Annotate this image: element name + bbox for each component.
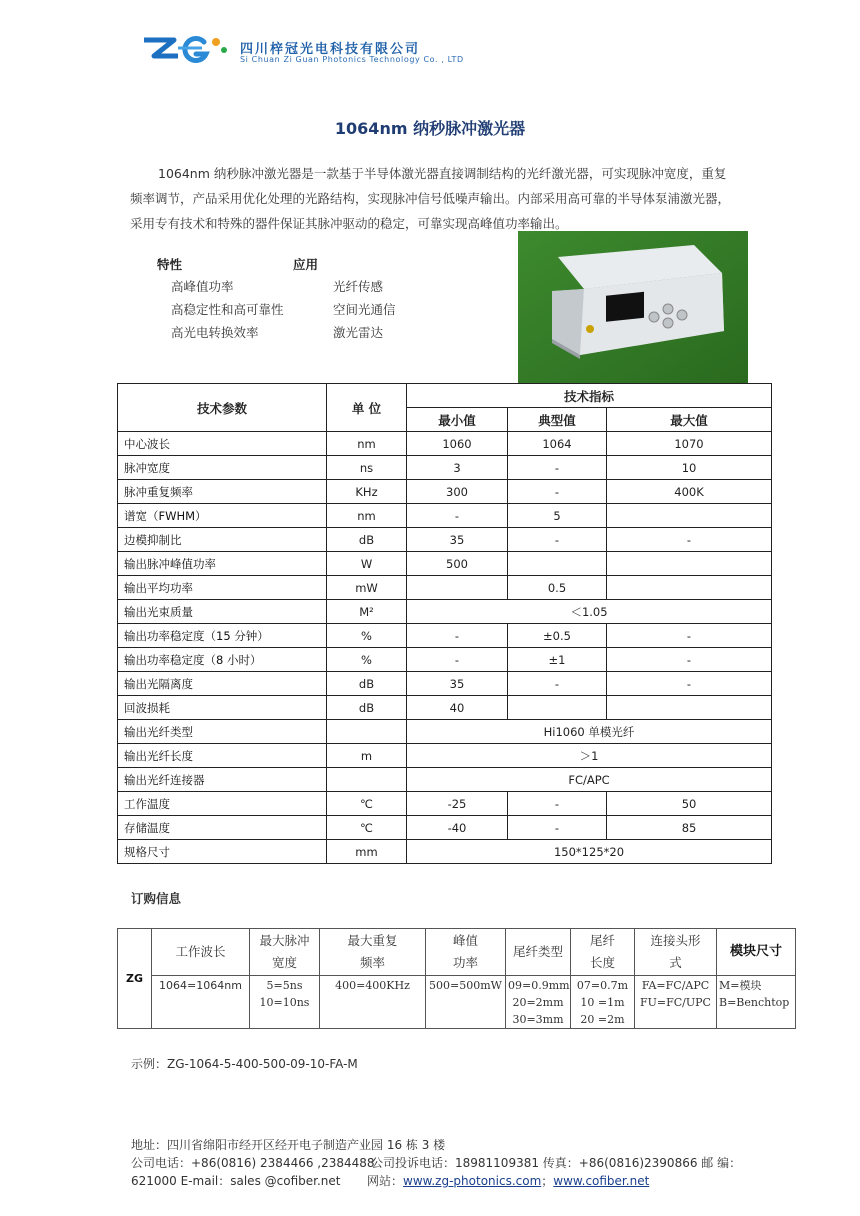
param-unit: W <box>327 552 407 576</box>
param-name: 输出光束质量 <box>118 600 327 624</box>
table-row <box>118 456 772 480</box>
applications-heading: 应用 <box>293 257 319 272</box>
order-value: 09=0.9mm 20=2mm 30=3mm <box>506 976 571 1029</box>
order-title: 订购信息 <box>131 891 182 906</box>
param-typ: - <box>508 528 607 552</box>
header-param: 技术参数 <box>118 384 327 432</box>
features-heading: 特性 <box>157 257 183 272</box>
table-row <box>118 504 772 528</box>
footer-website <box>367 1172 649 1189</box>
param-value: ＜1.05 <box>407 600 772 624</box>
footer-address: 地址：四川省绵阳市经开区经开电子制造产业园 16 栋 3 楼 <box>131 1138 446 1152</box>
header-unit: 单 位 <box>327 384 407 432</box>
param-name: 谱宽（FWHM） <box>118 504 327 528</box>
table-row <box>118 672 772 696</box>
param-typ: ±1 <box>508 648 607 672</box>
param-min: 300 <box>407 480 508 504</box>
order-header: 工作波长 <box>152 929 250 976</box>
param-max: 85 <box>607 816 772 840</box>
product-photo <box>518 231 748 383</box>
company-logo <box>140 34 232 64</box>
feature-item: 高峰值功率 <box>171 279 234 294</box>
table-row <box>118 480 772 504</box>
application-item: 激光雷达 <box>333 325 384 340</box>
table-row <box>118 648 772 672</box>
header-typ: 典型值 <box>508 408 607 432</box>
param-value: 150*125*20 <box>407 840 772 864</box>
param-unit <box>327 720 407 744</box>
page-title: 1064nm 纳秒脉冲激光器 <box>334 119 526 138</box>
param-unit: KHz <box>327 480 407 504</box>
order-header: 最大重复 频率 <box>320 929 426 976</box>
param-unit: ℃ <box>327 816 407 840</box>
param-unit: nm <box>327 432 407 456</box>
param-name: 输出光纤长度 <box>118 744 327 768</box>
param-min: 3 <box>407 456 508 480</box>
table-row <box>118 432 772 456</box>
company-name-cn: 四川梓冠光电科技有限公司 <box>240 42 421 57</box>
table-row <box>118 696 772 720</box>
param-typ: 0.5 <box>508 576 607 600</box>
param-name: 输出光纤类型 <box>118 720 327 744</box>
order-value: FA=FC/APC FU=FC/UPC <box>635 976 717 1029</box>
company-name-en: Si Chuan Zi Guan Photonics Technology Co. , LTD <box>240 55 464 64</box>
intro-paragraph: 1064nm 纳秒脉冲激光器是一款基于半导体激光器直接调制结构的光纤激光器，可实现脉冲宽度，重复频率调节，产品采用优化处理的光路结构，实现脉冲信号低噪声输出。内部采用高可靠的半导体泵浦激光器，采用专有技术和特殊的器件保证其脉冲驱动的稳定，可靠实现高峰值功率输出。 <box>130 166 731 231</box>
order-value: 1064=1064nm <box>152 976 250 1029</box>
param-name: 输出光隔离度 <box>118 672 327 696</box>
footer-phone: 公司电话：+86(0816) 2384466 ,2384488 <box>131 1156 375 1170</box>
param-unit: dB <box>327 528 407 552</box>
param-name: 脉冲重复频率 <box>118 480 327 504</box>
param-max: 10 <box>607 456 772 480</box>
order-value: 5=5ns 10=10ns <box>250 976 320 1029</box>
order-value: 500=500mW <box>426 976 506 1029</box>
param-name: 中心波长 <box>118 432 327 456</box>
order-value: M=模块 B=Benchtop <box>717 976 796 1029</box>
param-value: Hi1060 单模光纤 <box>407 720 772 744</box>
param-max <box>607 696 772 720</box>
footer-complaint: 公司投诉电话：18981109381 传真：+86(0816)2390866 邮 编： <box>371 1156 742 1170</box>
order-header: 连接头形 式 <box>635 929 717 976</box>
param-typ: - <box>508 792 607 816</box>
header-max: 最大值 <box>607 408 772 432</box>
param-min <box>407 576 508 600</box>
param-max: 50 <box>607 792 772 816</box>
param-max <box>607 504 772 528</box>
param-unit: mm <box>327 840 407 864</box>
param-unit: m <box>327 744 407 768</box>
param-min: - <box>407 648 508 672</box>
param-typ <box>508 696 607 720</box>
param-typ <box>508 552 607 576</box>
param-unit <box>327 768 407 792</box>
application-item: 空间光通信 <box>333 302 396 317</box>
order-value: 07=0.7m 10 =1m 20 =2m <box>571 976 635 1029</box>
param-max: - <box>607 624 772 648</box>
param-max <box>607 552 772 576</box>
param-unit: ns <box>327 456 407 480</box>
param-min: 40 <box>407 696 508 720</box>
param-value: FC/APC <box>407 768 772 792</box>
table-row <box>118 816 772 840</box>
param-unit: M² <box>327 600 407 624</box>
param-name: 输出功率稳定度（15 分钟） <box>118 624 327 648</box>
header-spec: 技术指标 <box>407 384 772 408</box>
application-item: 光纤传感 <box>333 279 384 294</box>
param-value: ＞1 <box>407 744 772 768</box>
param-min: -40 <box>407 816 508 840</box>
param-typ: 1064 <box>508 432 607 456</box>
param-typ: - <box>508 672 607 696</box>
param-max: - <box>607 528 772 552</box>
param-unit: nm <box>327 504 407 528</box>
param-max: 400K <box>607 480 772 504</box>
param-name: 回波损耗 <box>118 696 327 720</box>
footer-email: 621000 E-mail：sales @cofiber.net <box>131 1174 341 1188</box>
header-min: 最小值 <box>407 408 508 432</box>
param-name: 规格尺寸 <box>118 840 327 864</box>
table-row <box>118 552 772 576</box>
param-name: 输出光纤连接器 <box>118 768 327 792</box>
table-row <box>118 840 772 864</box>
param-name: 输出平均功率 <box>118 576 327 600</box>
param-unit: % <box>327 624 407 648</box>
param-min: 1060 <box>407 432 508 456</box>
param-unit: dB <box>327 672 407 696</box>
param-typ: - <box>508 480 607 504</box>
website-link-1[interactable]: www.zg-photonics.com <box>403 1174 542 1188</box>
website-link-2[interactable]: www.cofiber.net <box>553 1174 650 1188</box>
order-example: 示例：ZG-1064-5-400-500-09-10-FA-M <box>131 1057 358 1071</box>
param-typ: ±0.5 <box>508 624 607 648</box>
table-row <box>118 624 772 648</box>
param-min: -25 <box>407 792 508 816</box>
param-name: 边模抑制比 <box>118 528 327 552</box>
param-max: - <box>607 648 772 672</box>
table-row <box>118 768 772 792</box>
table-row <box>118 600 772 624</box>
feature-item: 高稳定性和高可靠性 <box>171 302 284 317</box>
website-separator: ； <box>541 1174 554 1188</box>
param-unit: ℃ <box>327 792 407 816</box>
order-prefix: ZG <box>118 929 152 1029</box>
param-typ: - <box>508 456 607 480</box>
table-row <box>118 744 772 768</box>
param-min: 500 <box>407 552 508 576</box>
table-row <box>118 576 772 600</box>
param-name: 存储温度 <box>118 816 327 840</box>
param-name: 脉冲宽度 <box>118 456 327 480</box>
param-min: 35 <box>407 528 508 552</box>
param-name: 工作温度 <box>118 792 327 816</box>
order-header: 峰值 功率 <box>426 929 506 976</box>
order-table <box>117 928 796 1029</box>
param-unit: % <box>327 648 407 672</box>
param-min: - <box>407 504 508 528</box>
spec-table <box>117 383 772 864</box>
order-header: 模块尺寸 <box>717 929 796 976</box>
feature-item: 高光电转换效率 <box>171 325 259 340</box>
order-value: 400=400KHz <box>320 976 426 1029</box>
table-row <box>118 528 772 552</box>
param-min: - <box>407 624 508 648</box>
table-row <box>118 720 772 744</box>
param-max: - <box>607 672 772 696</box>
param-unit: dB <box>327 696 407 720</box>
param-max: 1070 <box>607 432 772 456</box>
table-row <box>118 792 772 816</box>
param-typ: - <box>508 816 607 840</box>
order-header: 尾纤类型 <box>506 929 571 976</box>
order-header: 最大脉冲 宽度 <box>250 929 320 976</box>
param-name: 输出功率稳定度（8 小时） <box>118 648 327 672</box>
param-min: 35 <box>407 672 508 696</box>
param-name: 输出脉冲峰值功率 <box>118 552 327 576</box>
param-max <box>607 576 772 600</box>
param-typ: 5 <box>508 504 607 528</box>
order-header: 尾纤 长度 <box>571 929 635 976</box>
website-label: 网站： <box>367 1174 404 1188</box>
param-unit: mW <box>327 576 407 600</box>
